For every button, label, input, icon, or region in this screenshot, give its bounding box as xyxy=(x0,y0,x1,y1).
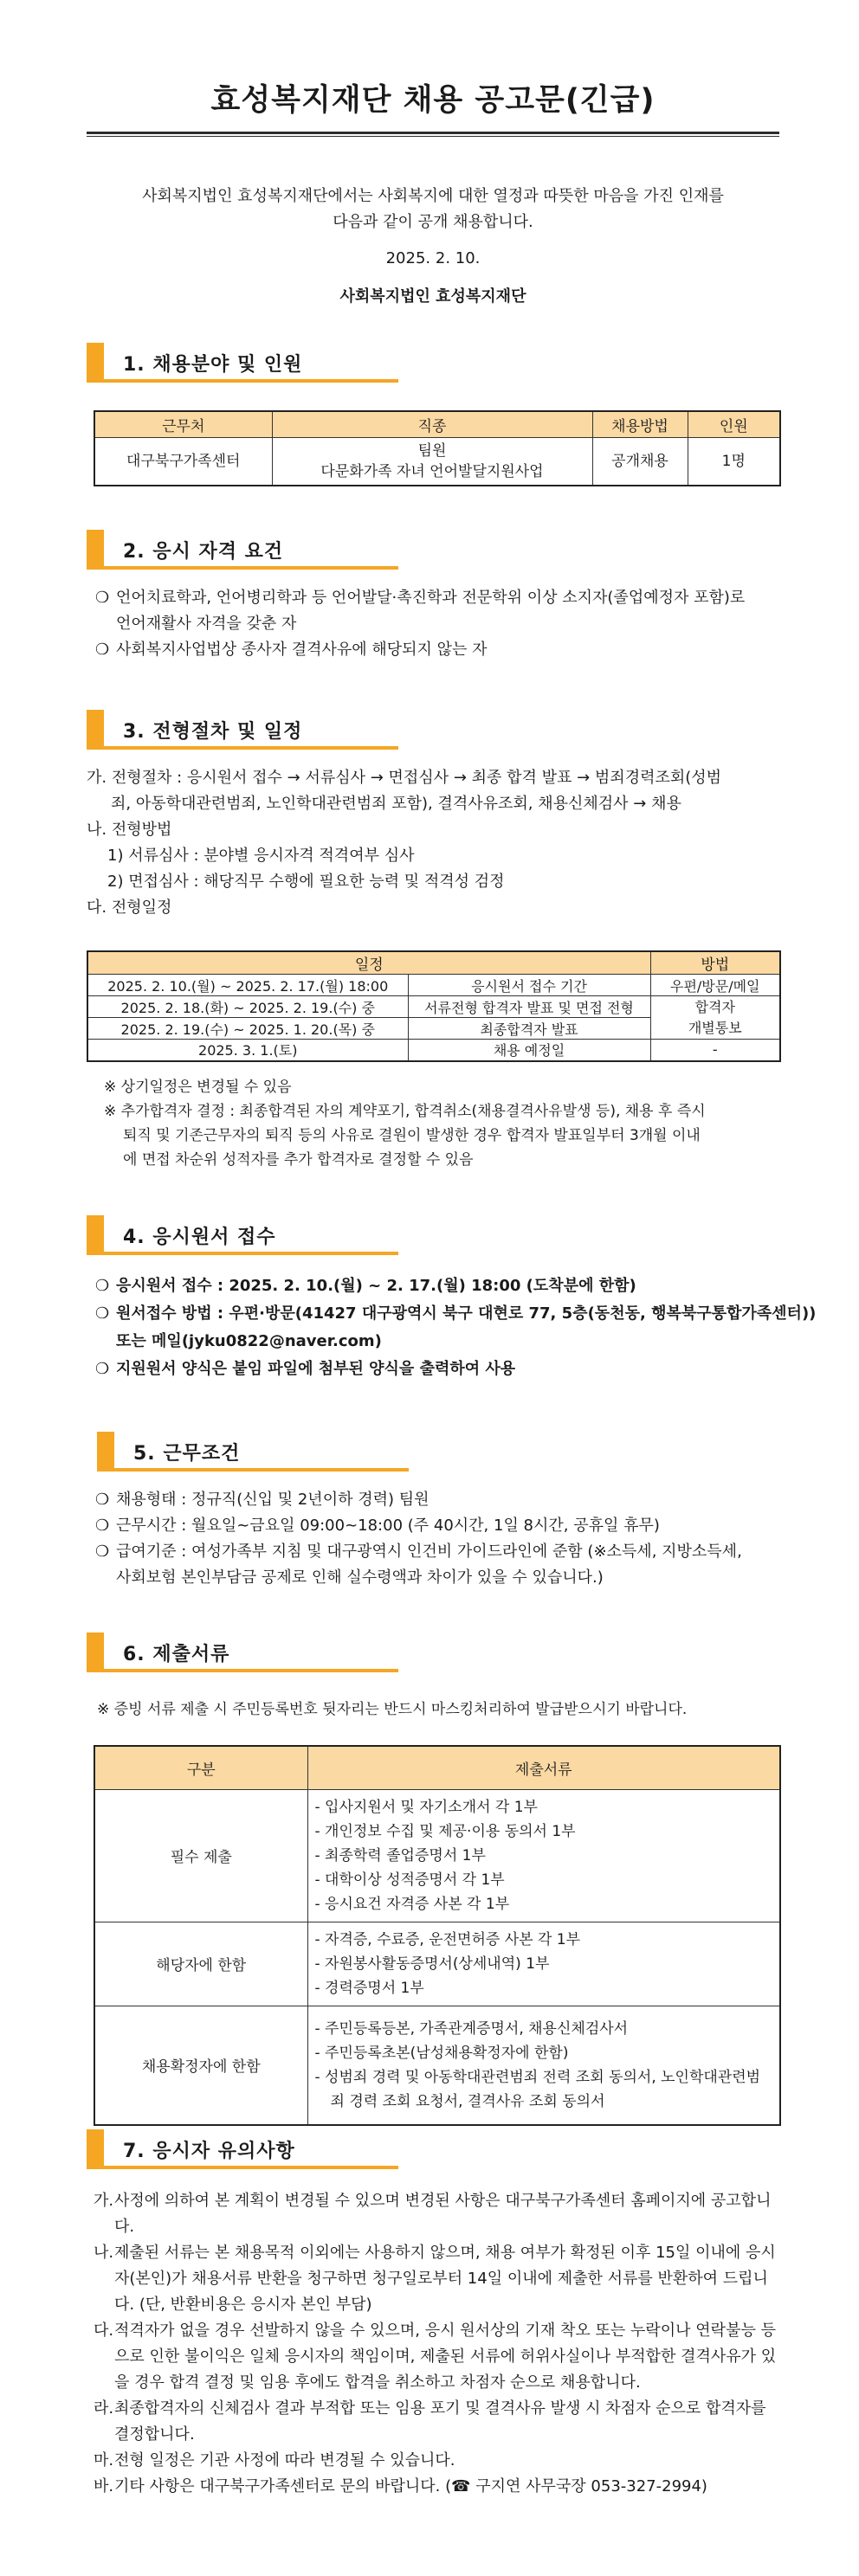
document-item: - 입사지원서 및 자기소개서 각 1부 xyxy=(314,1798,538,1816)
intro-line: 다음과 같이 공개 채용합니다. xyxy=(333,213,533,231)
list-item-continued: 사회보험 본인부담금 공제로 인해 실수령액과 차이가 있을 수 있습니다.) xyxy=(116,1568,604,1587)
table-header-row xyxy=(94,1746,780,1789)
document-item: - 대학이상 성적증명서 각 1부 xyxy=(314,1871,505,1889)
section-title: 4. 응시원서 접수 xyxy=(123,1227,276,1248)
process-line: 2) 면접심사 : 해당직무 수행에 필요한 능력 및 적격성 검정 xyxy=(107,873,505,891)
table-cell: 대구북구가족센터 xyxy=(94,437,272,486)
qualification-list xyxy=(95,585,779,663)
document-item: - 응시요건 자격증 사본 각 1부 xyxy=(314,1895,510,1913)
section-marker xyxy=(87,1633,104,1669)
table-header: 직종 xyxy=(272,411,592,437)
process-line: 가. 전형절차 : 응시원서 접수 → 서류심사 → 면접심사 → 최종 합격 발표 → 범죄경력조회(성범 xyxy=(87,769,722,787)
list-item-continued: 또는 메일(jyku0822@naver.com) xyxy=(116,1332,382,1350)
section-marker xyxy=(87,530,104,566)
table-cell: 필수 제출 xyxy=(94,1789,307,1922)
table-cell: 서류전형 합격자 발표 및 면접 전형 xyxy=(408,996,650,1018)
section-header-5 xyxy=(97,1432,409,1473)
table-row xyxy=(94,437,780,486)
table-cell: 2025. 2. 18.(화) ~ 2025. 2. 19.(수) 중 xyxy=(87,996,408,1018)
section-header-7 xyxy=(87,2129,398,2171)
process-line: 다. 전형일정 xyxy=(87,898,172,917)
bullet-icon: ❍ xyxy=(95,589,110,607)
table-header: 일정 xyxy=(87,951,650,975)
section-underline xyxy=(87,746,398,750)
table-cell: 해당자에 한함 xyxy=(94,1922,307,2006)
list-item: 가. 사정에 의하여 본 계획이 변경될 수 있으며 변경된 사항은 대구북구가족센터 홈페이지에 공고합니다. xyxy=(94,2192,772,2236)
process-text xyxy=(87,765,785,921)
section-title: 6. 제출서류 xyxy=(123,1644,230,1665)
table-row xyxy=(94,2006,780,2125)
table-cell xyxy=(307,2006,780,2125)
bullet-icon: ❍ xyxy=(95,1542,110,1561)
table-cell: 채용확정자에 한함 xyxy=(94,2006,307,2125)
document-item: - 최종학력 졸업증명서 1부 xyxy=(314,1846,486,1864)
document-item: - 자격증, 수료증, 운전면허증 사본 각 1부 xyxy=(314,1930,581,1948)
list-item: ❍ 근무시간 : 월요일~금요일 09:00~18:00 (주 40시간, 1일 8시간, 공휴일 휴무) xyxy=(95,1513,779,1539)
section-marker xyxy=(87,2129,104,2166)
bullet-icon: ❍ xyxy=(95,1277,110,1295)
section-header-6 xyxy=(87,1633,398,1674)
table-header: 근무처 xyxy=(94,411,272,437)
bullet-icon: ❍ xyxy=(95,1517,110,1535)
bullet-icon: ❍ xyxy=(95,641,110,659)
table-cell: 최종합격자 발표 xyxy=(408,1018,650,1040)
list-item: 다. 적격자가 없을 경우 선발하지 않을 수 있으며, 응시 원서상의 기재 착오 또는 누락이나 연락불능 등으로 인한 불이익은 일체 응시자의 책임이며, 제출된 서류에 허위사실이나 부적합한 결격사유가 있을 경우 합격 결정 및 임용 후에도 합격을 취소하고 차점자 순으로 채용합니다. xyxy=(94,2322,777,2392)
table-cell: 우편/방문/메일 xyxy=(650,975,780,996)
document-item: - 개인정보 수집 및 제공·이용 동의서 1부 xyxy=(314,1822,576,1840)
process-line: 1) 서류심사 : 분야별 응시자격 적격여부 심사 xyxy=(107,847,415,865)
section-title: 2. 응시 자격 요건 xyxy=(123,541,284,563)
note-line: 에 면접 차순위 성적자를 추가 합격자로 결정할 수 있음 xyxy=(123,1151,474,1169)
section-underline xyxy=(87,1669,398,1672)
table-cell: - xyxy=(650,1040,780,1061)
table-header: 인원 xyxy=(688,411,780,437)
section-header-4 xyxy=(87,1215,398,1257)
documents-note: ※ 증빙 서류 제출 시 주민등록번호 뒷자리는 반드시 마스킹처리하여 발급받으시기 바랍니다. xyxy=(97,1701,688,1718)
table-row xyxy=(87,1040,780,1061)
list-item: 라. 최종합격자의 신체검사 결과 부적합 또는 임용 포기 및 결격사유 발생 시 차점자 순으로 합격자를 결정합니다. xyxy=(94,2399,766,2444)
title-rule xyxy=(87,132,779,134)
title-rule-thin xyxy=(87,136,779,137)
notice-date: 2025. 2. 10. xyxy=(385,249,481,267)
note-line: ※ 상기일정은 변경될 수 있음 xyxy=(104,1079,292,1096)
list-item: ❍ 채용형태 : 정규직(신입 및 2년이하 경력) 팀원 xyxy=(95,1487,779,1513)
table-header: 제출서류 xyxy=(307,1746,780,1789)
bullet-icon: ❍ xyxy=(95,1304,110,1323)
document-item: - 성범죄 경력 및 아동학대관련범죄 전력 조회 동의서, 노인학대관련범죄 경력 조회 요청서, 결격사유 조회 동의서 xyxy=(314,2068,761,2110)
list-item: ❍ 응시원서 접수 : 2025. 2. 10.(월) ~ 2. 17.(월) 18:00 (도착분에 한함) xyxy=(95,1272,779,1300)
section-underline xyxy=(97,1468,409,1472)
process-line: 나. 전형방법 xyxy=(87,821,172,839)
section-title: 1. 채용분야 및 인원 xyxy=(123,354,303,376)
list-item: 바. 기타 사항은 대구북구가족센터로 문의 바랍니다. (☎ 구지연 사무국장 053-327-2994) xyxy=(94,2477,707,2496)
organization-name: 사회복지법인 효성복지재단 xyxy=(339,287,526,306)
table-header-row xyxy=(87,951,780,975)
section-marker xyxy=(87,1215,104,1252)
table-row xyxy=(94,1922,780,2006)
section-title: 5. 근무조건 xyxy=(133,1443,241,1465)
bullet-icon: ❍ xyxy=(95,1491,110,1509)
list-item-continued: 언어재활사 자격을 갖춘 자 xyxy=(116,615,297,633)
table-cell: 합격자 개별통보 xyxy=(650,996,780,1040)
document-item: - 주민등록초본(남성채용확정자에 한함) xyxy=(314,2044,569,2062)
table-cell: 공개채용 xyxy=(592,437,688,486)
table-row xyxy=(87,975,780,996)
table-header: 방법 xyxy=(650,951,780,975)
section-marker xyxy=(97,1432,114,1468)
process-line: 죄, 아동학대관련범죄, 노인학대관련범죄 포함), 결격사유조회, 채용신체검사 → 채용 xyxy=(111,795,681,813)
note-line: 퇴직 및 기존근무자의 퇴직 등의 사유로 결원이 발생한 경우 합격자 발표일부터 3개월 이내 xyxy=(123,1127,701,1144)
note-line: ※ 추가합격자 결정 : 최종합격된 자의 계약포기, 합격취소(채용결격사유발생 등), 채용 후 즉시 xyxy=(104,1103,706,1120)
document-item: - 주민등록등본, 가족관계증명서, 채용신체검사서 xyxy=(314,2019,629,2038)
section-underline xyxy=(87,1252,398,1255)
table-cell: 채용 예정일 xyxy=(408,1040,650,1061)
notice-list xyxy=(87,2188,785,2500)
job-title: 팀원 xyxy=(417,441,447,460)
schedule-notes xyxy=(104,1075,779,1172)
table-row xyxy=(87,996,780,1018)
section-marker xyxy=(87,710,104,746)
documents-table xyxy=(94,1745,781,2126)
list-item: ❍ 급여기준 : 여성가족부 지침 및 대구광역시 인건비 가이드라인에 준함 (※소득세, 지방소득세, xyxy=(95,1539,779,1565)
section-underline xyxy=(87,566,398,570)
bullet-icon: ❍ xyxy=(95,1360,110,1378)
section-title: 3. 전형절차 및 일정 xyxy=(123,721,303,743)
table-row xyxy=(94,1789,780,1922)
conditions-list xyxy=(95,1487,779,1591)
list-item: 마. 전형 일정은 기관 사정에 따라 변경될 수 있습니다. xyxy=(94,2451,455,2470)
table-cell: 2025. 3. 1.(토) xyxy=(87,1040,408,1061)
page-title: 효성복지재단 채용 공고문(긴급) xyxy=(210,83,656,118)
document-item: - 자원봉사활동증명서(상세내역) 1부 xyxy=(314,1955,550,1973)
job-program: 다문화가족 자녀 언어발달지원사업 xyxy=(320,462,544,480)
list-item: 나. 제출된 서류는 본 채용목적 이외에는 사용하지 않으며, 채용 여부가 확정된 이후 15일 이내에 응시자(본인)가 채용서류 반환을 청구하면 청구일로부터 14일 이내에 제출한 서류를 반환하여 드립니다. (단, 반환비용은 응시자 본인 부담) xyxy=(94,2244,776,2314)
section-title: 7. 응시자 유의사항 xyxy=(123,2141,295,2162)
table-cell: 1명 xyxy=(688,437,780,486)
section-header-3 xyxy=(87,710,398,751)
intro-text xyxy=(87,184,779,235)
list-item: ❍ 언어치료학과, 언어병리학과 등 언어발달·촉진학과 전문학위 이상 소지자(졸업예정자 포함)로 xyxy=(95,585,779,611)
table-header: 구분 xyxy=(94,1746,307,1789)
section-header-2 xyxy=(87,530,398,571)
section-underline xyxy=(87,379,398,383)
list-item: ❍ 지원원서 양식은 붙임 파일에 첨부된 양식을 출력하여 사용 xyxy=(95,1356,779,1383)
document-item: - 경력증명서 1부 xyxy=(314,1979,424,1997)
list-item: ❍ 사회복지사업법상 종사자 결격사유에 해당되지 않는 자 xyxy=(95,637,779,663)
section-underline xyxy=(87,2166,398,2169)
table-cell xyxy=(307,1922,780,2006)
application-list xyxy=(95,1272,817,1383)
table-cell xyxy=(272,437,592,486)
hiring-table xyxy=(94,410,781,486)
table-cell: 2025. 2. 19.(수) ~ 2025. 1. 20.(목) 중 xyxy=(87,1018,408,1040)
table-header: 채용방법 xyxy=(592,411,688,437)
table-header-row xyxy=(94,411,780,437)
table-cell: 응시원서 접수 기간 xyxy=(408,975,650,996)
section-marker xyxy=(87,343,104,379)
list-item: ❍ 원서접수 방법 : 우편·방문(41427 대구광역시 북구 대현로 77, 5층(동천동, 행복북구통합가족센터)) xyxy=(95,1300,779,1328)
schedule-table xyxy=(87,950,781,1062)
intro-line: 사회복지법인 효성복지재단에서는 사회복지에 대한 열정과 따뜻한 마음을 가진 인재를 xyxy=(142,187,724,205)
table-cell: 2025. 2. 10.(월) ~ 2025. 2. 17.(월) 18:00 xyxy=(87,975,408,996)
table-cell xyxy=(307,1789,780,1922)
section-header-1 xyxy=(87,343,398,384)
